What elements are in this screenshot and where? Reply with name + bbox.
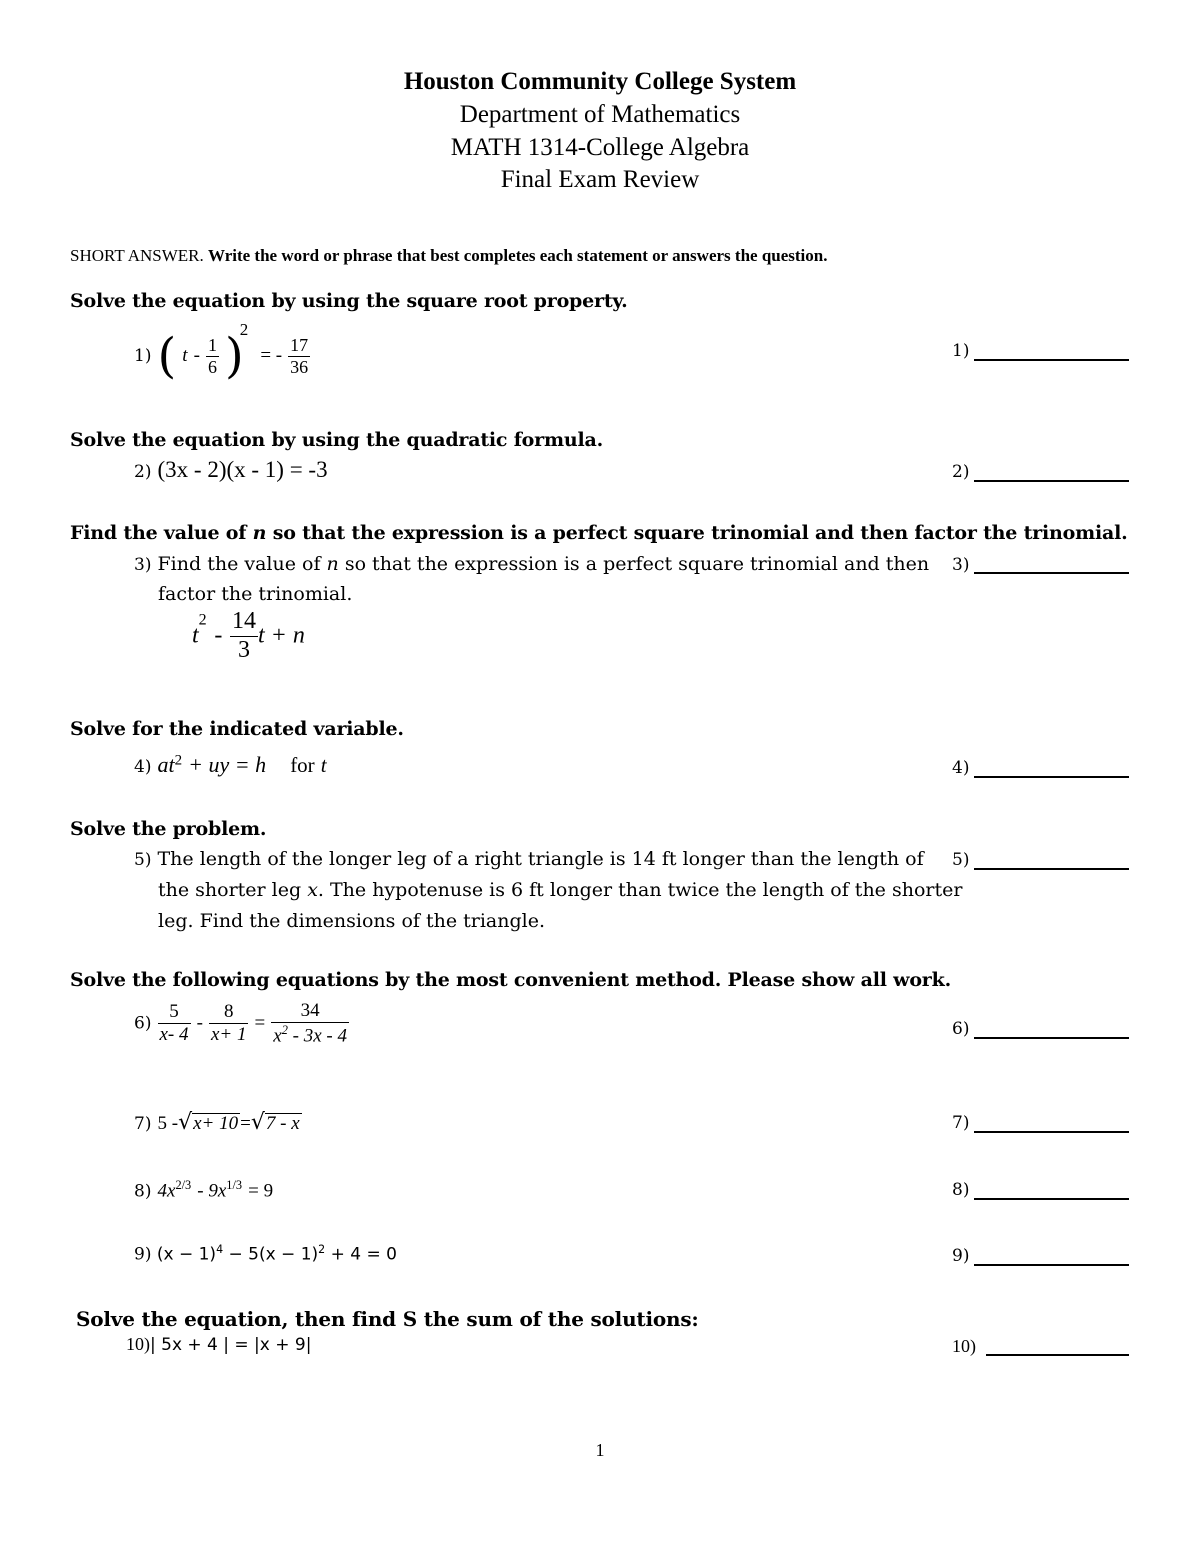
problem-10-number: 10) — [126, 1334, 150, 1354]
section-heading-10: Solve the equation, then find S the sum of the solutions: — [76, 1307, 699, 1331]
right-paren: ) — [225, 328, 244, 384]
section-heading-1: Solve the equation by using the square root property. — [70, 290, 628, 312]
answer-blank-7[interactable] — [974, 1131, 1129, 1133]
p1-minus: - — [193, 345, 200, 366]
answer-label-9: 9) — [952, 1246, 970, 1266]
problem-6: 6) $\frac{5}{x- 4}$ - $\frac{8}{x+ 1}$ = $\frac{34}{x^2 - 3x - 4}$ — [134, 1000, 347, 1047]
problem-9-number: 9) — [134, 1244, 152, 1265]
problem-7: 7) 5 -√x+ 10 =√7 - x — [134, 1110, 300, 1135]
p6-fraction-2: $\frac{8}{x+ 1}$ — [210, 1001, 247, 1046]
p1-fraction-1: $\frac{1}{6}$ — [207, 334, 217, 377]
section-heading-5: Solve the problem. — [70, 818, 267, 840]
answer-blank-8[interactable] — [974, 1198, 1129, 1200]
n-variable: n — [252, 522, 267, 544]
p6-fraction-1: $\frac{5}{x- 4}$ — [159, 1001, 189, 1046]
answer-blank-9[interactable] — [974, 1264, 1129, 1266]
problem-5-line1: 5) The length of the longer leg of a right triangle is 14 ft longer than the length of — [134, 848, 924, 870]
answer-blank-3[interactable] — [974, 572, 1129, 574]
problem-1 — [134, 320, 310, 384]
answer-blank-5[interactable] — [974, 868, 1129, 870]
short-answer-heading — [70, 246, 827, 266]
problem-10: 10)| 5x + 4 | = |x + 9| — [126, 1334, 312, 1355]
answer-label-2: 2) — [952, 462, 970, 482]
radical-icon: √ — [178, 1110, 193, 1135]
problem-9: 9) $(x - 1)^4 - 5(x - 1)^2 + 4 = 0$ — [134, 1243, 397, 1265]
p6-fraction-3: $\frac{34}{x^2 - 3x - 4}$ — [273, 1000, 347, 1047]
problem-6-number: 6) — [134, 1013, 152, 1034]
problem-1-number: 1) — [134, 346, 152, 366]
answer-blank-4[interactable] — [974, 776, 1129, 778]
problem-2 — [134, 457, 328, 483]
problem-8-number: 8) — [134, 1181, 152, 1202]
answer-label-8: 8) — [952, 1180, 970, 1200]
problem-7-number: 7) — [134, 1114, 152, 1134]
section-heading-6: Solve the following equations by the most convenient method. Please show all work. — [70, 969, 951, 991]
page-number: 1 — [595, 1440, 605, 1460]
answer-label-5: 5) — [952, 850, 970, 870]
problem-4-number: 4) — [134, 757, 152, 777]
section-heading-2: Solve the equation by using the quadratic formula. — [70, 429, 604, 451]
answer-blank-10[interactable] — [986, 1354, 1129, 1356]
section-heading-4: Solve for the indicated variable. — [70, 718, 404, 740]
problem-2-number: 2) — [134, 462, 152, 482]
problem-5-line2: the shorter leg x. The hypotenuse is 6 ft longer than twice the length of the shorter — [158, 879, 963, 901]
p1-equals: = - — [260, 345, 283, 366]
problem-8: 8) $4x^{2/3} - 9x^{1/3} = 9$ — [134, 1178, 274, 1202]
p1-var: t — [182, 345, 188, 366]
problem-4: 4) $at^2$ + uy = h for t — [134, 752, 327, 777]
problem-3-expression: $t^2$ - $\frac{14}{3}$ t + n — [192, 608, 305, 663]
answer-blank-1[interactable] — [974, 359, 1129, 361]
short-answer-label: SHORT ANSWER. — [70, 246, 204, 265]
answer-label-4: 4) — [952, 758, 970, 778]
document-title: Final Exam Review — [500, 166, 700, 193]
answer-label-10: 10) — [952, 1336, 976, 1356]
answer-label-6: 6) — [952, 1019, 970, 1039]
answer-blank-2[interactable] — [974, 480, 1129, 482]
problem-3-text-line2: factor the trinomial. — [158, 583, 353, 605]
p1-exponent: 2 — [239, 320, 249, 339]
problem-3-number: 3) — [134, 555, 152, 575]
section-heading-3: Find the value of n so that the expression is a perfect square trinomial and then factor the trinomial. — [70, 522, 1128, 544]
problem-3-text: 3) Find the value of n so that the expression is a perfect square trinomial and then — [134, 553, 930, 575]
department-name: Department of Mathematics — [459, 101, 741, 128]
short-answer-instruction: Write the word or phrase that best completes each statement or answers the question. — [208, 246, 828, 265]
p3-fraction: $\frac{14}{3}$ — [231, 608, 256, 663]
answer-blank-6[interactable] — [974, 1037, 1129, 1039]
problem-5-line3: leg. Find the dimensions of the triangle. — [158, 910, 545, 932]
course-name: MATH 1314-College Algebra — [450, 134, 750, 161]
answer-label-3: 3) — [952, 555, 970, 575]
left-paren: ( — [157, 328, 177, 384]
p2-expression: (3x - 2)(x - 1) = -3 — [157, 457, 328, 482]
p1-fraction-2: $\frac{17}{36}$ — [290, 334, 309, 377]
problem-5-number: 5) — [134, 850, 152, 870]
answer-label-7: 7) — [952, 1113, 970, 1133]
college-name: Houston Community College System — [403, 68, 797, 95]
answer-label-1: 1) — [952, 341, 970, 361]
radical-icon: √ — [250, 1110, 265, 1135]
